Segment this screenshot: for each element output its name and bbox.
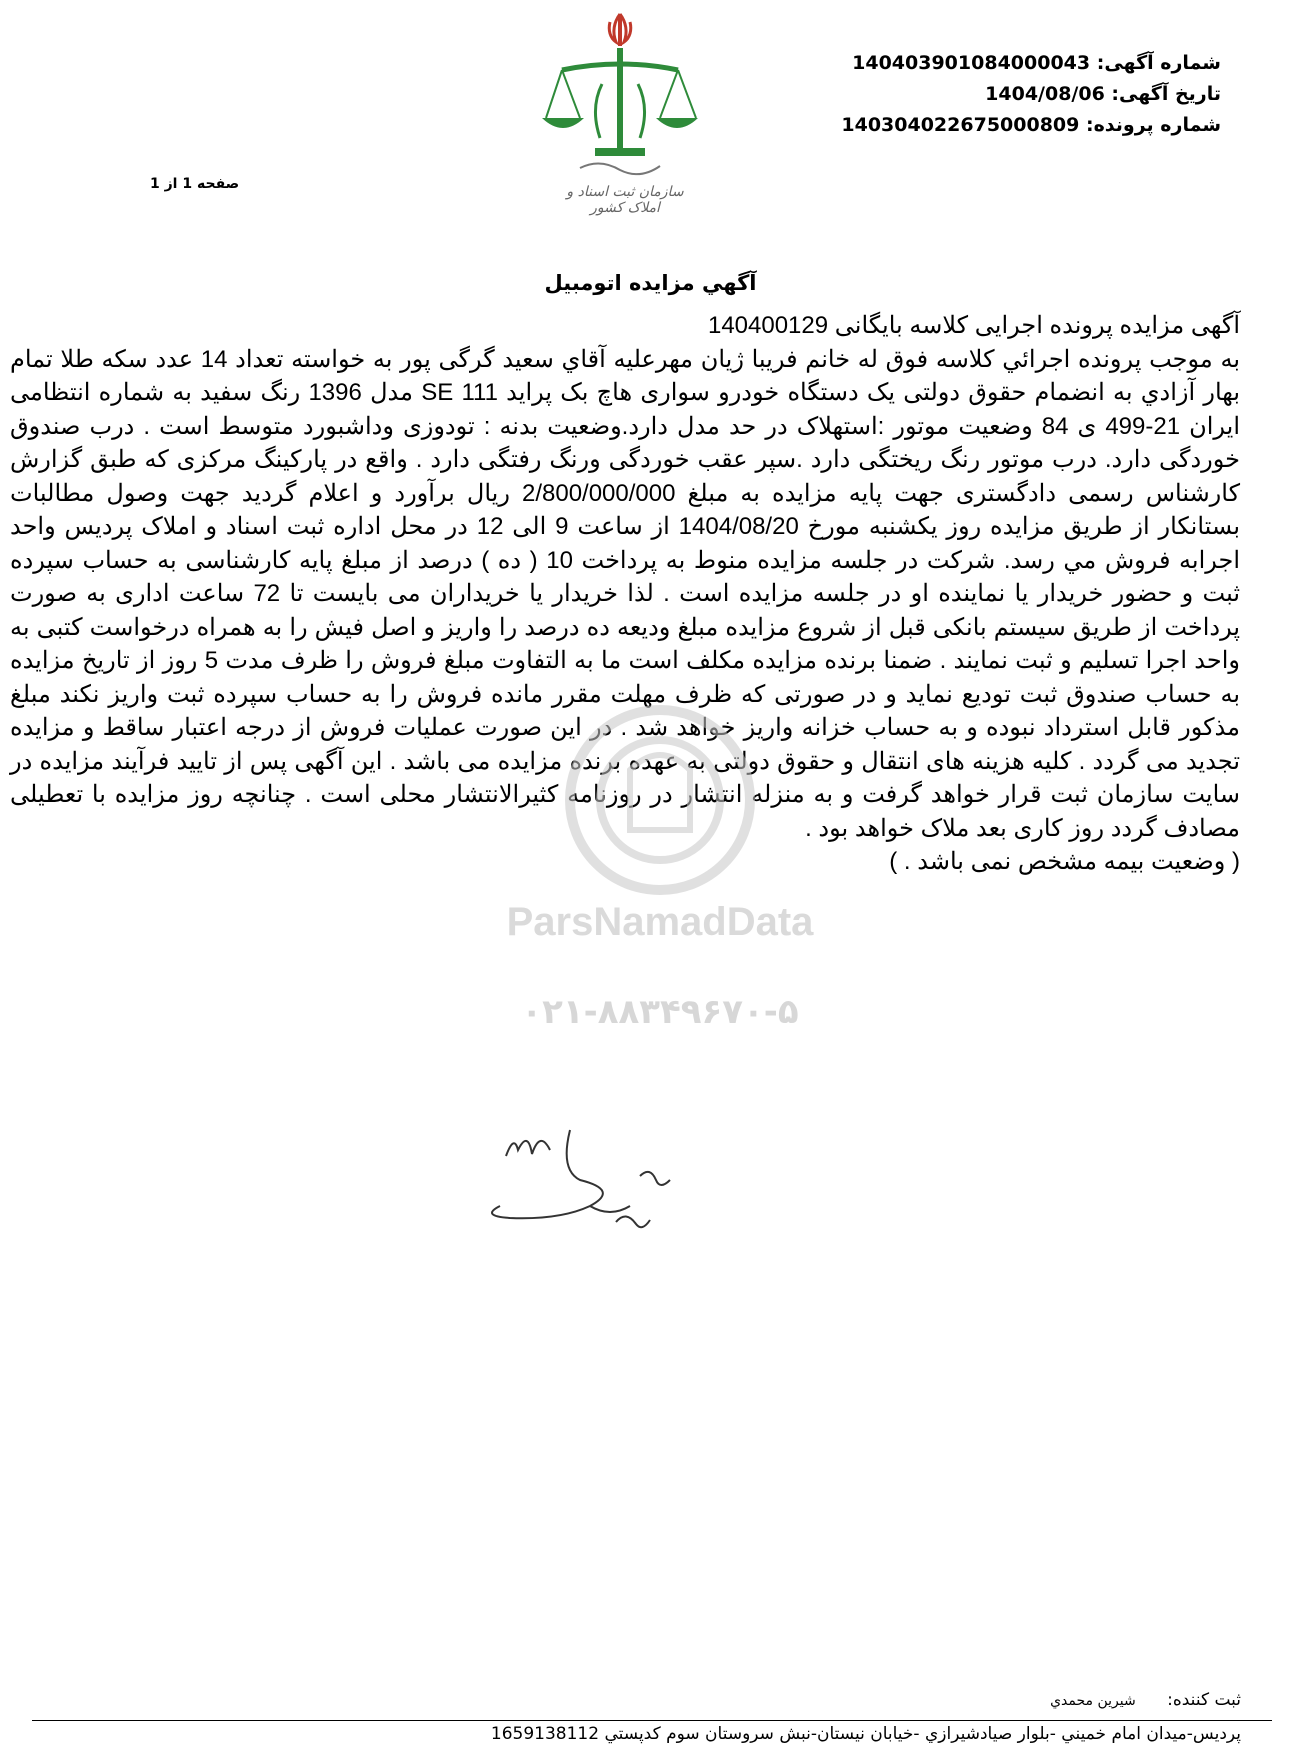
- watermark-brand: ParsNamadData: [506, 900, 814, 944]
- ad-number-label: شماره آگهی:: [1096, 52, 1221, 74]
- ad-date-label: تاریخ آگهی:: [1111, 83, 1221, 105]
- ad-date: 1404/08/06: [985, 83, 1105, 105]
- ad-number-row: [801, 48, 1221, 79]
- signature: [470, 1110, 710, 1260]
- notice-paragraph: به موجب پرونده اجرائي كلاسه فوق له خانم فريبا ژيان مهرعليه آقاي سعيد گرگی پور به خواسته تعداد 14 عدد سكه طلا تمام بهار آزادي به انضمام حقوق دولتی یک دستگاه خودرو سواری هاچ بک پراید SE 111 مدل 1396 رنگ سفید به شماره انتظامی ایران 21-499 ی 84 وضعیت موتور :استهلاک در حد مدل دارد.وضعیت بدنه : تودوزی وداشبورد متوسط است . درب صندوق خوردگی دارد. درب موتور رنگ ریختگی دارد .سپر عقب خوردگی ورنگ رفتگی دارد . واقع در پارکینگ مرکزی که طبق گزارش کارشناس رسمی دادگستری جهت پایه مزایده به مبلغ 2/800/000/000 ریال برآورد و اعلام گردید جهت وصول مطالبات بستانکار از طریق مزایده روز یکشنبه مورخ 1404/08/20 از ساعت 9 الی 12 در محل اداره ثبت اسناد و املاک پردیس واحد اجرابه فروش مي رسد. شرکت در جلسه مزایده منوط به پرداخت 10 ( ده ) درصد از مبلغ پایه کارشناسی به حساب سپرده ثبت و حضور خریدار یا نماینده او در جلسه مزایده است . لذا خریدار یا خریداران می بایست تا 72 ساعت اداری به صورت پرداخت از طریق سیستم بانکی قبل از شروع مزایده مبلغ ودیعه ده درصد را واریز و اصل فیش را به همراه درخواست کتبی به واحد اجرا تسلیم و ثبت نمایند . ضمنا برنده مزایده مکلف است ما به التفاوت مبلغ فروش را ظرف مدت 5 روز از تاریخ مزایده به حساب صندوق ثبت تودیع نماید و در صورتی که ظرف مهلت مقرر مانده فروش را به حساب سپرده ثبت واریز نکند مبلغ مذکور قابل استرداد نبوده و به حساب خزانه واریز خواهد شد . در این صورت عملیات فروش از درجه اعتبار ساقط و مزایده تجدید می گردد . کلیه هزینه های انتقال و حقوق دولتی به عهده برنده مزایده می باشد . این آگهی پس از تایید فرآیند مزایده در سایت سازمان ثبت قرار خواهد گرفت و به منزله انتشار در روزنامه کثیرالانتشار محلی است . چنانچه روز مزایده با تعطیلی مصادف گردد روز کاری بعد ملاک خواهد بود .: [10, 345, 1241, 842]
- file-number-label: شماره پرونده:: [1085, 114, 1221, 136]
- watermark-phone: ۰۲۱-۸۸۳۴۹۶۷۰-۵: [521, 992, 799, 1032]
- notice-heading-line: آگهی مزایده پرونده اجرایی کلاسه بایگانی 140400129: [707, 312, 1240, 339]
- file-number: 140304022675000809: [841, 114, 1080, 136]
- notice-closing-line: ( وضعیت بیمه مشخص نمی باشد . ): [889, 848, 1240, 875]
- ad-date-row: [801, 79, 1221, 110]
- registrar: [1050, 1690, 1241, 1710]
- handwritten-signature-icon: [470, 1110, 710, 1260]
- footer-divider: [32, 1720, 1272, 1721]
- organization-name: سازمان ثبت اسناد و املاک کشور: [566, 184, 684, 216]
- scales-of-justice-icon: [540, 8, 700, 188]
- ad-number: 140403901084000043: [852, 52, 1091, 74]
- auction-notice-body: [10, 309, 1240, 879]
- page-title: آگهي مزايده اتومبيل: [544, 271, 757, 295]
- judiciary-emblem: [540, 8, 700, 218]
- ad-metadata: [801, 48, 1221, 141]
- registrar-name: شيرين محمدي: [1050, 1693, 1136, 1709]
- file-number-row: [801, 110, 1221, 141]
- registrar-label: ثبت كننده:: [1167, 1690, 1241, 1710]
- office-address: پرديس-ميدان امام خميني -بلوار صيادشيرازي -خيابان نيستان-نبش سروستان سوم كدپستي 1659138112: [490, 1724, 1241, 1744]
- page-indicator: صفحه 1 از 1: [150, 176, 240, 192]
